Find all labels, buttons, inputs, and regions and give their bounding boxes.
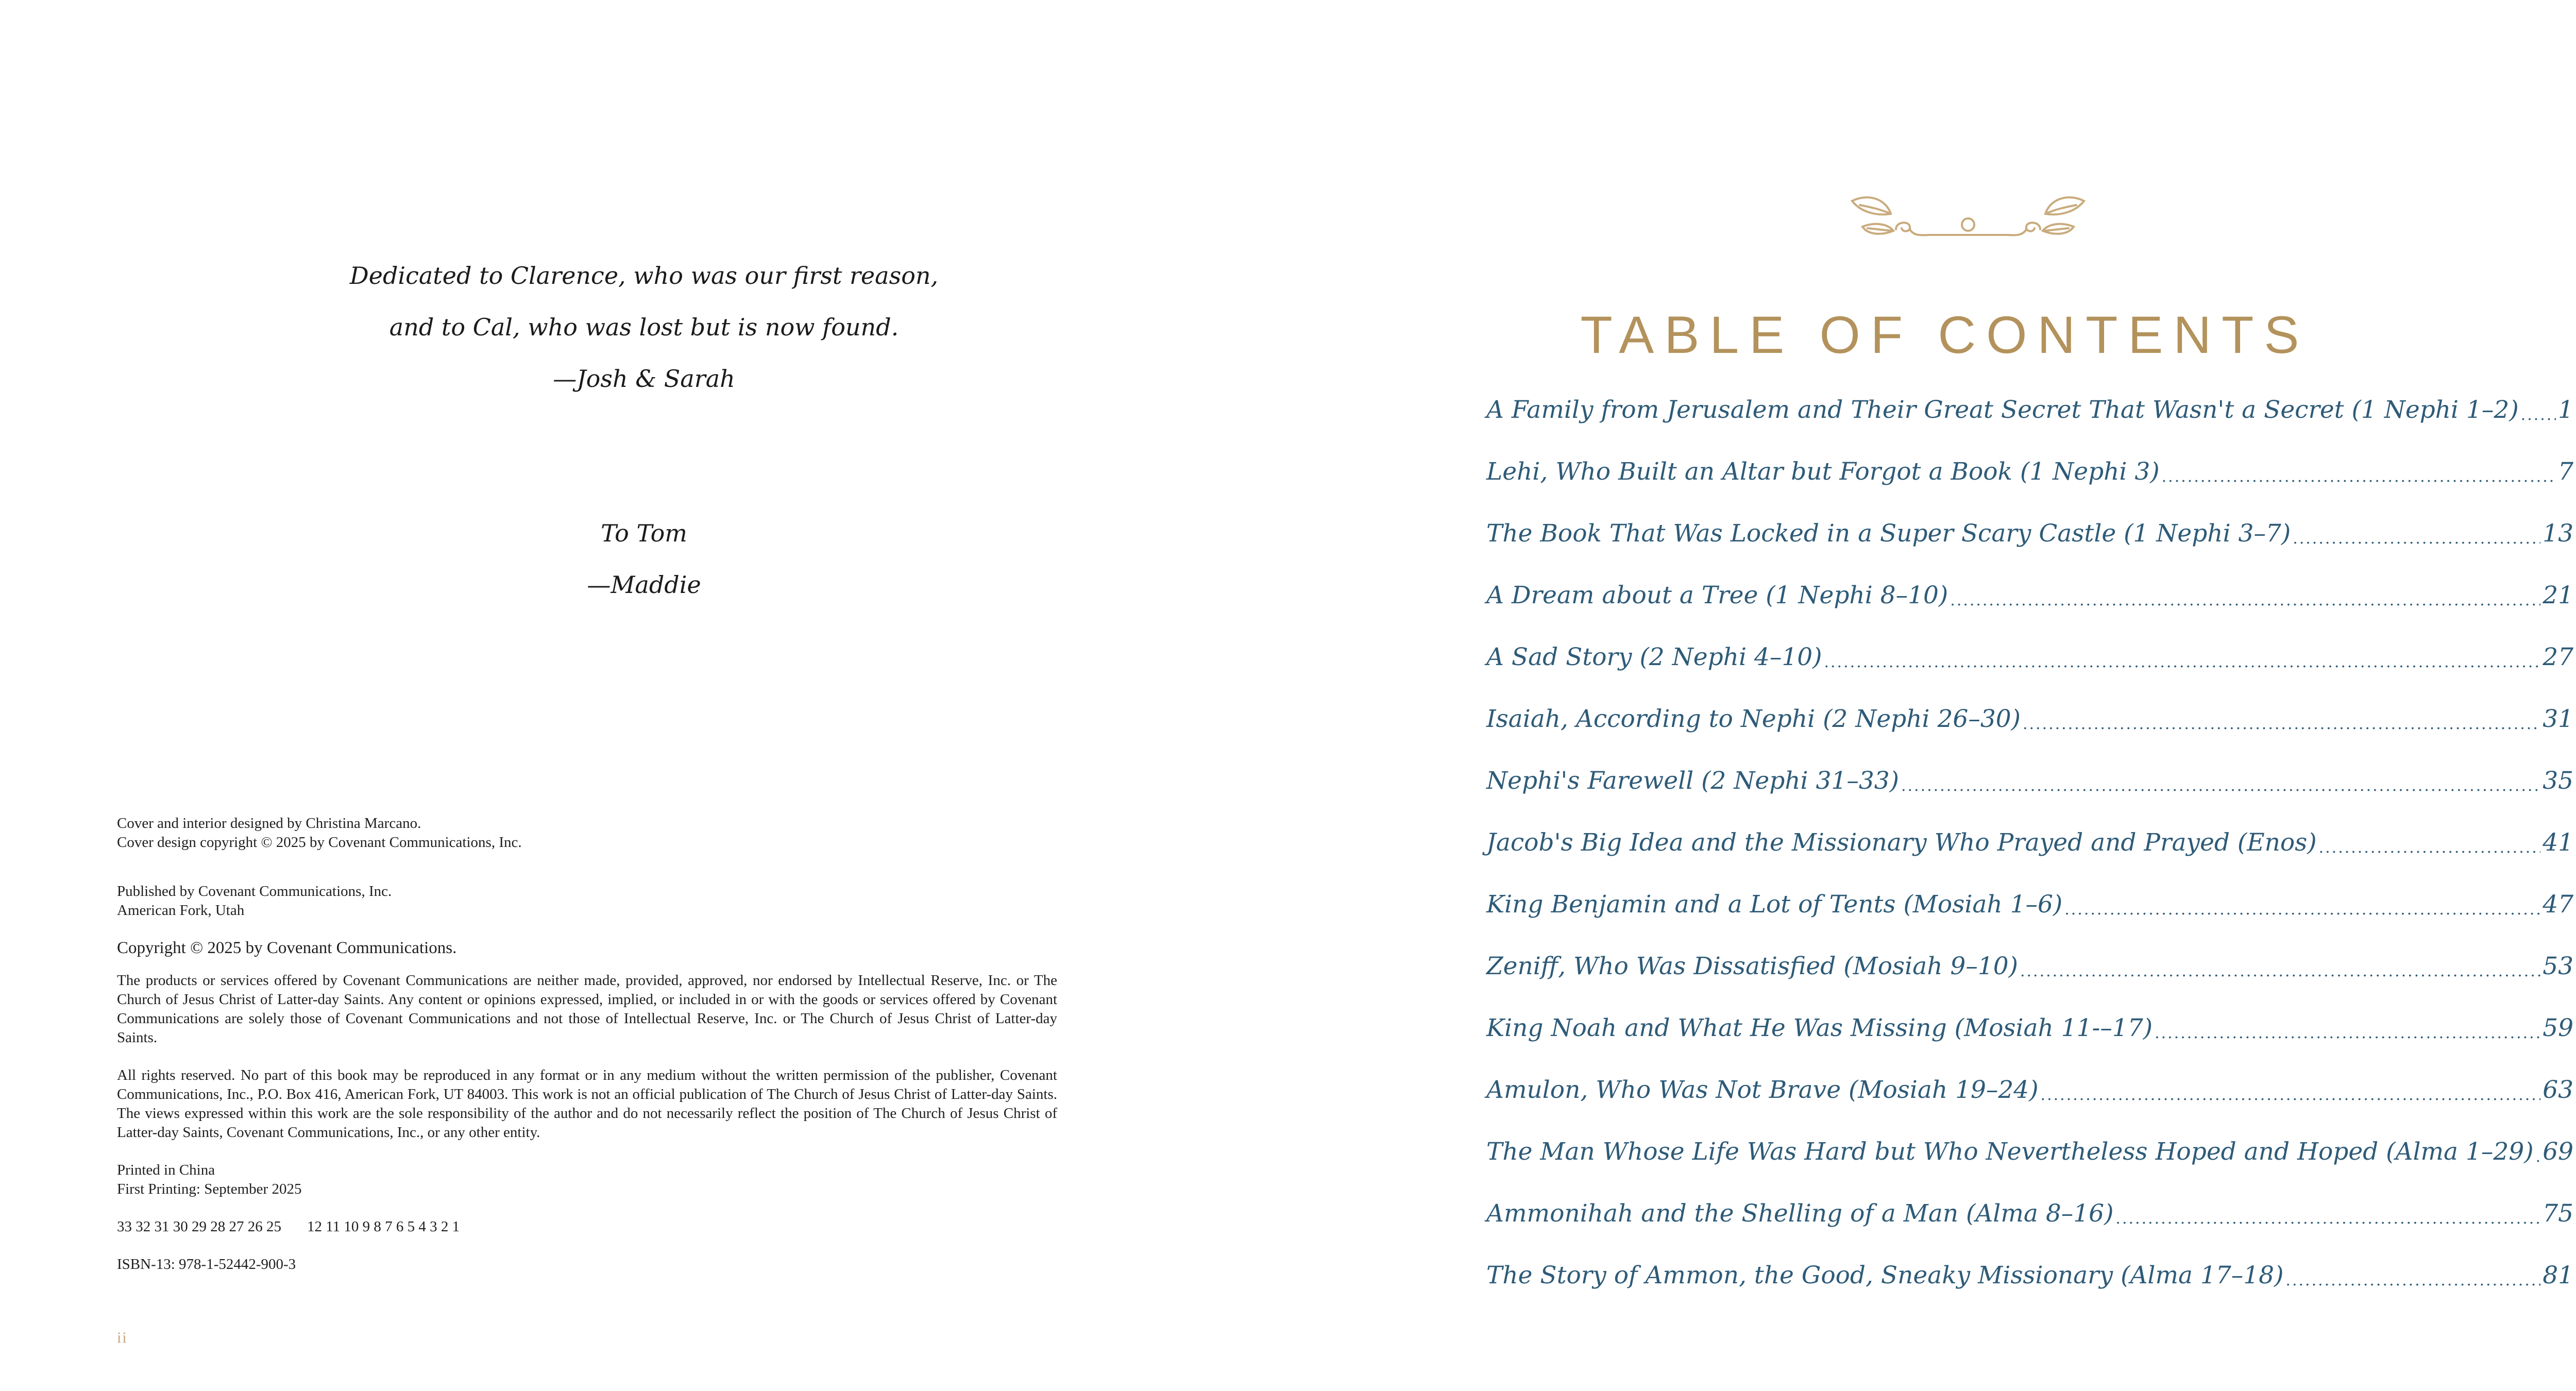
toc-entry-page: 47 [2543, 890, 2573, 919]
toc-entry-title: King Noah and What He Was Missing (Mosiah 11-–17) [1486, 1013, 2153, 1042]
copyright-notice: Copyright © 2025 by Covenant Communications. [117, 939, 457, 957]
dot-leader [1901, 777, 2540, 795]
publisher-info: Published by Covenant Communications, Inc. American Fork, Utah [117, 883, 392, 919]
toc-entry[interactable] [1486, 688, 2573, 750]
dot-leader [2041, 1086, 2541, 1104]
dot-leader [2115, 1210, 2540, 1228]
toc-entry-page: 41 [2543, 828, 2573, 857]
toc-entry-title: Lehi, Who Built an Altar but Forgot a Book (1 Nephi 3) [1486, 457, 2160, 486]
dot-leader [2319, 839, 2541, 857]
dot-leader [1950, 591, 2540, 609]
dot-leader [2020, 962, 2540, 980]
toc-entry-page: 53 [2543, 952, 2573, 980]
toc-entry-page: 27 [2543, 642, 2573, 671]
toc-entry-page: 59 [2543, 1013, 2573, 1042]
toc-entry-page: 35 [2543, 766, 2573, 795]
toc-entry[interactable] [1486, 750, 2573, 811]
vine-flourish-icon [1847, 170, 2089, 242]
toc-entry-title: Jacob's Big Idea and the Missionary Who Prayed and Prayed (Enos) [1486, 828, 2317, 857]
toc-entry-title: Zeniff, Who Was Dissatisfied (Mosiah 9–10) [1486, 952, 2018, 980]
dot-leader [2162, 468, 2556, 486]
isbn: ISBN-13: 978-1-52442-900-3 [117, 1256, 296, 1273]
toc-entry-title: Nephi's Farewell (2 Nephi 31–33) [1486, 766, 1899, 795]
toc-entry-page: 75 [2543, 1199, 2573, 1228]
toc-entry-title: The Book That Was Locked in a Super Scary Castle (1 Nephi 3–7) [1486, 519, 2291, 548]
page-number: ii [117, 1329, 128, 1346]
toc-entry[interactable] [1486, 1121, 2573, 1182]
toc-entry-title: Ammonihah and the Shelling of a Man (Alma 8–16) [1486, 1199, 2114, 1228]
dot-leader [2521, 406, 2556, 424]
dedication-line: and to Cal, who was lost but is now found. [389, 313, 899, 341]
toc-entry-page: 31 [2543, 704, 2573, 733]
toc-entry-page: 69 [2543, 1137, 2573, 1166]
disclaimer-text: The products or services offered by Covenant Communications are neither made, provided, approved, nor endorsed by Intellectual Reserve, Inc. or The Church of Jesus Christ of Latter-day Saints. Any content or opinions expressed, implied, or included in or with the goods or services offered by Covenant Communications are solely those of Covenant Communications and not those of Intellectual Reserve, Inc. or The Church of Jesus Christ of Latter-day Saints. [117, 972, 1057, 1046]
toc-entry[interactable] [1486, 997, 2573, 1059]
toc-entry-title: Isaiah, According to Nephi (2 Nephi 26–30) [1486, 704, 2021, 733]
toc-entry[interactable] [1486, 1059, 2573, 1121]
dot-leader [2536, 1148, 2541, 1166]
toc-entry[interactable] [1486, 1182, 2573, 1244]
table-of-contents [1486, 379, 2573, 1306]
copyright-block [117, 814, 1057, 1293]
dot-leader [2293, 530, 2540, 548]
toc-entry-page: 81 [2543, 1261, 2573, 1290]
dot-leader [2155, 1024, 2540, 1042]
toc-entry-title: The Man Whose Life Was Hard but Who Nevertheless Hoped and Hoped (Alma 1–29) [1486, 1137, 2534, 1166]
toc-entry[interactable] [1486, 626, 2573, 688]
toc-entry[interactable] [1486, 564, 2573, 626]
dedication-signature: —Josh & Sarah [553, 365, 735, 393]
printing-info: Printed in China First Printing: September 2025 [117, 1162, 302, 1197]
toc-entry-title: Amulon, Who Was Not Brave (Mosiah 19–24) [1486, 1075, 2039, 1104]
dedication [0, 250, 1288, 610]
dot-leader [2023, 715, 2540, 733]
toc-entry-title: A Family from Jerusalem and Their Great Secret That Wasn't a Secret (1 Nephi 1–2) [1486, 395, 2519, 424]
toc-entry-title: A Sad Story (2 Nephi 4–10) [1486, 642, 1822, 671]
design-credit: Cover and interior designed by Christina Marcano. Cover design copyright © 2025 by Covenant Communications, Inc. [117, 815, 522, 851]
toc-entry[interactable] [1486, 379, 2573, 440]
toc-entry[interactable] [1486, 873, 2573, 935]
toc-entry-page: 1 [2558, 395, 2573, 424]
dedication-signature: —Maddie [587, 571, 701, 599]
page-title: TABLE OF CONTENTS [1580, 306, 2310, 364]
toc-entry-page: 7 [2558, 457, 2573, 486]
toc-entry[interactable] [1486, 502, 2573, 564]
toc-entry-page: 63 [2543, 1075, 2573, 1104]
dot-leader [1824, 653, 2540, 671]
dot-leader [2064, 901, 2540, 919]
dedication-line: To Tom [601, 519, 687, 547]
toc-entry-page: 13 [2543, 519, 2573, 548]
right-page [1314, 0, 2576, 1391]
toc-entry[interactable] [1486, 440, 2573, 502]
toc-entry[interactable] [1486, 1244, 2573, 1306]
toc-entry[interactable] [1486, 935, 2573, 997]
rights-text: All rights reserved. No part of this book may be reproduced in any format or in any medium without the written permission of the publisher, Covenant Communications, Inc., P.O. Box 416, American Fork, UT 84003. This work is not an official publication of The Church of Jesus Christ of Latter-day Saints. The views expressed within this work are the sole responsibility of the author and do not necessarily reflect the position of The Church of Jesus Christ of Latter-day Saints, Covenant Communications, Inc., or any other entity. [117, 1067, 1057, 1141]
dot-leader [2285, 1271, 2540, 1290]
toc-entry-title: King Benjamin and a Lot of Tents (Mosiah 1–6) [1486, 890, 2063, 919]
toc-entry-title: A Dream about a Tree (1 Nephi 8–10) [1486, 581, 1948, 609]
toc-entry[interactable] [1486, 811, 2573, 873]
toc-entry-title: The Story of Ammon, the Good, Sneaky Missionary (Alma 17–18) [1486, 1261, 2284, 1290]
dedication-line: Dedicated to Clarence, who was our first reason, [349, 262, 939, 290]
printing-line: 33 32 31 30 29 28 27 26 25 12 11 10 9 8 7 6 5 4 3 2 1 [117, 1218, 460, 1235]
toc-entry-page: 21 [2543, 581, 2573, 609]
